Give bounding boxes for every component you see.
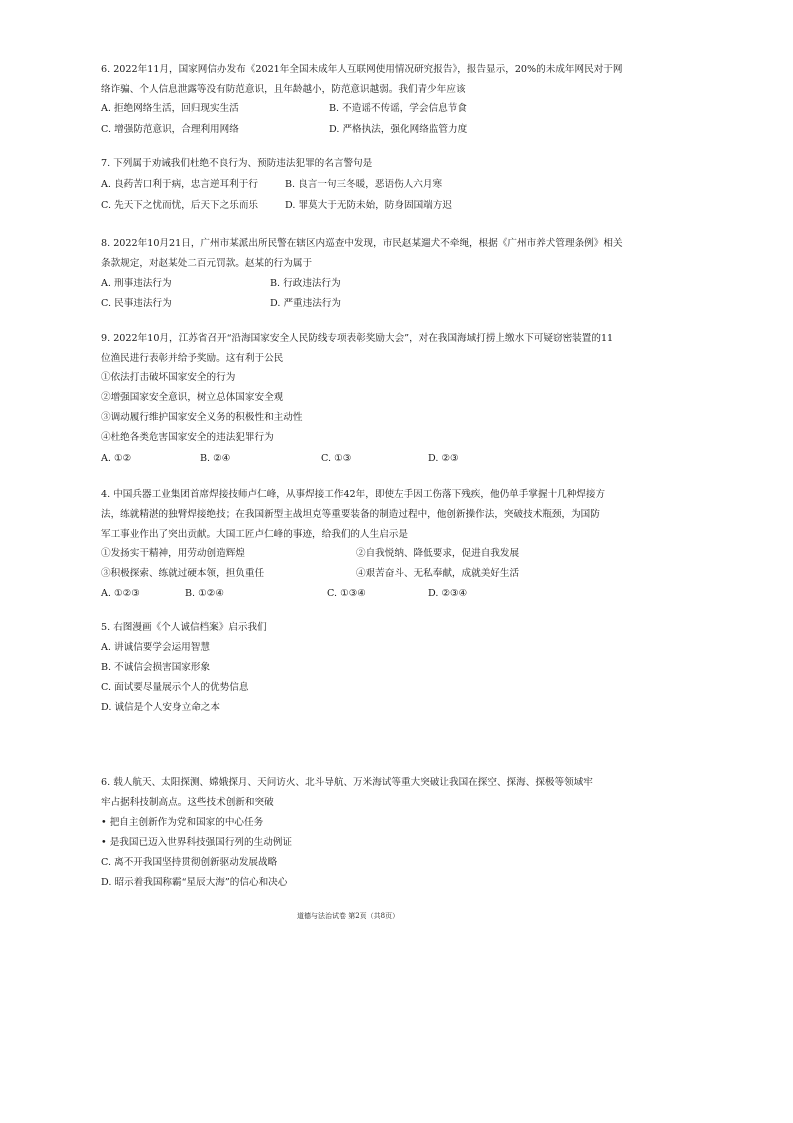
question-8-stem-line-1: 8. 2022年10月21日，广州市某派出所民警在辖区内巡查中发现，市民赵某遛犬不牵绳，根据《广州市养犬管理条例》相关: [101, 238, 623, 249]
question-6-option-d: D. 严格执法，强化网络监管力度: [329, 124, 468, 135]
question-9-stem-line-2: 位渔民进行表彰并给予奖励。这有利于公民: [101, 353, 284, 364]
question-7-option-a: A. 良药苦口利于病，忠言逆耳利于行: [101, 179, 258, 190]
question-6b-option-1: • 把自主创新作为党和国家的中心任务: [101, 817, 264, 828]
question-6b-option-d: D. 昭示着我国称霸“星辰大海”的信心和决心: [101, 877, 288, 888]
question-5-stem: 5. 右图漫画《个人诚信档案》启示我们: [101, 622, 267, 633]
question-6b-stem-line-1: 6. 载人航天、太阳探测、嫦娥探月、天问访火、北斗导航、万米海试等重大突破让我国在探空、探海、探极等领域牢: [101, 777, 593, 788]
question-6-option-c: C. 增强防范意识，合理利用网络: [101, 124, 239, 135]
question-8-option-c: C. 民事违法行为: [101, 298, 172, 309]
question-9-option-b: B. ②④: [200, 453, 231, 464]
question-4-option-a: A. ①②③: [101, 588, 140, 599]
question-5-option-b: B. 不诚信会损害国家形象: [101, 662, 211, 673]
question-9-statement-4: ④杜绝各类危害国家安全的违法犯罪行为: [101, 432, 274, 443]
question-4-statement-3: ③积极探索、练就过硬本领，担负重任: [101, 568, 265, 579]
question-5-option-c: C. 面试要尽量展示个人的优势信息: [101, 682, 249, 693]
question-6b-stem-line-2: 牢占据科技制高点。这些技术创新和突破: [101, 797, 274, 808]
question-4-option-b: B. ①②④: [185, 588, 224, 599]
question-9-stem-line-1: 9. 2022年10月，江苏省召开“沿海国家安全人民防线专项表彰奖励大会”，对在我国海域打捞上缴水下可疑窃密装置的11: [101, 333, 614, 344]
question-9-statement-2: ②增强国家安全意识，树立总体国家安全观: [101, 392, 284, 403]
question-7-option-d: D. 罪莫大于无防未始，防身固国端方迟: [285, 200, 452, 211]
question-4-statement-2: ②自我悦纳、降低要求，促进自我发展: [356, 548, 520, 559]
question-6-option-b: B. 不造谣不传谣，学会信息节食: [329, 103, 467, 114]
question-4-stem-line-3: 军工事业作出了突出贡献。大国工匠卢仁峰的事迹，给我们的人生启示是: [101, 529, 408, 540]
question-6b-option-c: C. 离不开我国坚持贯彻创新驱动发展战略: [101, 857, 278, 868]
question-8-option-d: D. 严重违法行为: [270, 298, 342, 309]
question-9-option-c: C. ①③: [321, 453, 352, 464]
question-7-stem: 7. 下列属于劝诫我们杜绝不良行为、预防违法犯罪的名言警句是: [101, 158, 373, 169]
question-6-stem-line-1: 6. 2022年11月，国家网信办发布《2021年全国未成年人互联网使用情况研究报告》，报告显示，20%的未成年网民对于网: [101, 64, 623, 75]
question-8-option-b: B. 行政违法行为: [270, 278, 341, 289]
question-9-statement-3: ③调动履行维护国家安全义务的积极性和主动性: [101, 412, 303, 423]
question-6-option-a: A. 拒绝网络生活，回归现实生活: [101, 103, 239, 114]
question-4-statement-1: ①发扬实干精神，用劳动创造辉煌: [101, 548, 245, 559]
question-8-option-a: A. 刑事违法行为: [101, 278, 172, 289]
question-6-stem-line-2: 络诈骗、个人信息泄露等没有防范意识，且年龄越小，防范意识越弱。我们青少年应该: [101, 84, 466, 95]
question-4-stem-line-2: 法，练就精湛的独臂焊接绝技；在我国新型主战坦克等重要装备的制造过程中，他创新操作法，突破技术瓶颈，为国防: [101, 509, 600, 520]
page-footer: 道德与法治试卷 第2页（共8页）: [297, 912, 400, 920]
question-8-stem-line-2: 条款规定，对赵某处二百元罚款。赵某的行为属于: [101, 258, 313, 269]
question-4-statement-4: ④艰苦奋斗、无私奉献，成就美好生活: [356, 568, 520, 579]
question-9-statement-1: ①依法打击破坏国家安全的行为: [101, 372, 236, 383]
question-4-stem-line-1: 4. 中国兵器工业集团首席焊接技师卢仁峰，从事焊接工作42年，即使左手因工伤落下残疾，他仍单手掌握十几种焊接方: [101, 489, 606, 500]
question-4-option-d: D. ②③④: [428, 588, 468, 599]
question-5-option-d: D. 诚信是个人安身立命之本: [101, 702, 220, 713]
question-7-option-c: C. 先天下之忧而忧，后天下之乐而乐: [101, 200, 259, 211]
question-5-option-a: A. 讲诚信要学会运用智慧: [101, 642, 210, 653]
question-9-option-d: D. ②③: [428, 453, 459, 464]
question-6b-option-2: • 是我国已迈入世界科技强国行列的生动例证: [101, 837, 292, 848]
question-7-option-b: B. 良言一句三冬暖，恶语伤人六月寒: [285, 179, 443, 190]
question-4-option-c: C. ①③④: [327, 588, 366, 599]
question-9-option-a: A. ①②: [101, 453, 132, 464]
